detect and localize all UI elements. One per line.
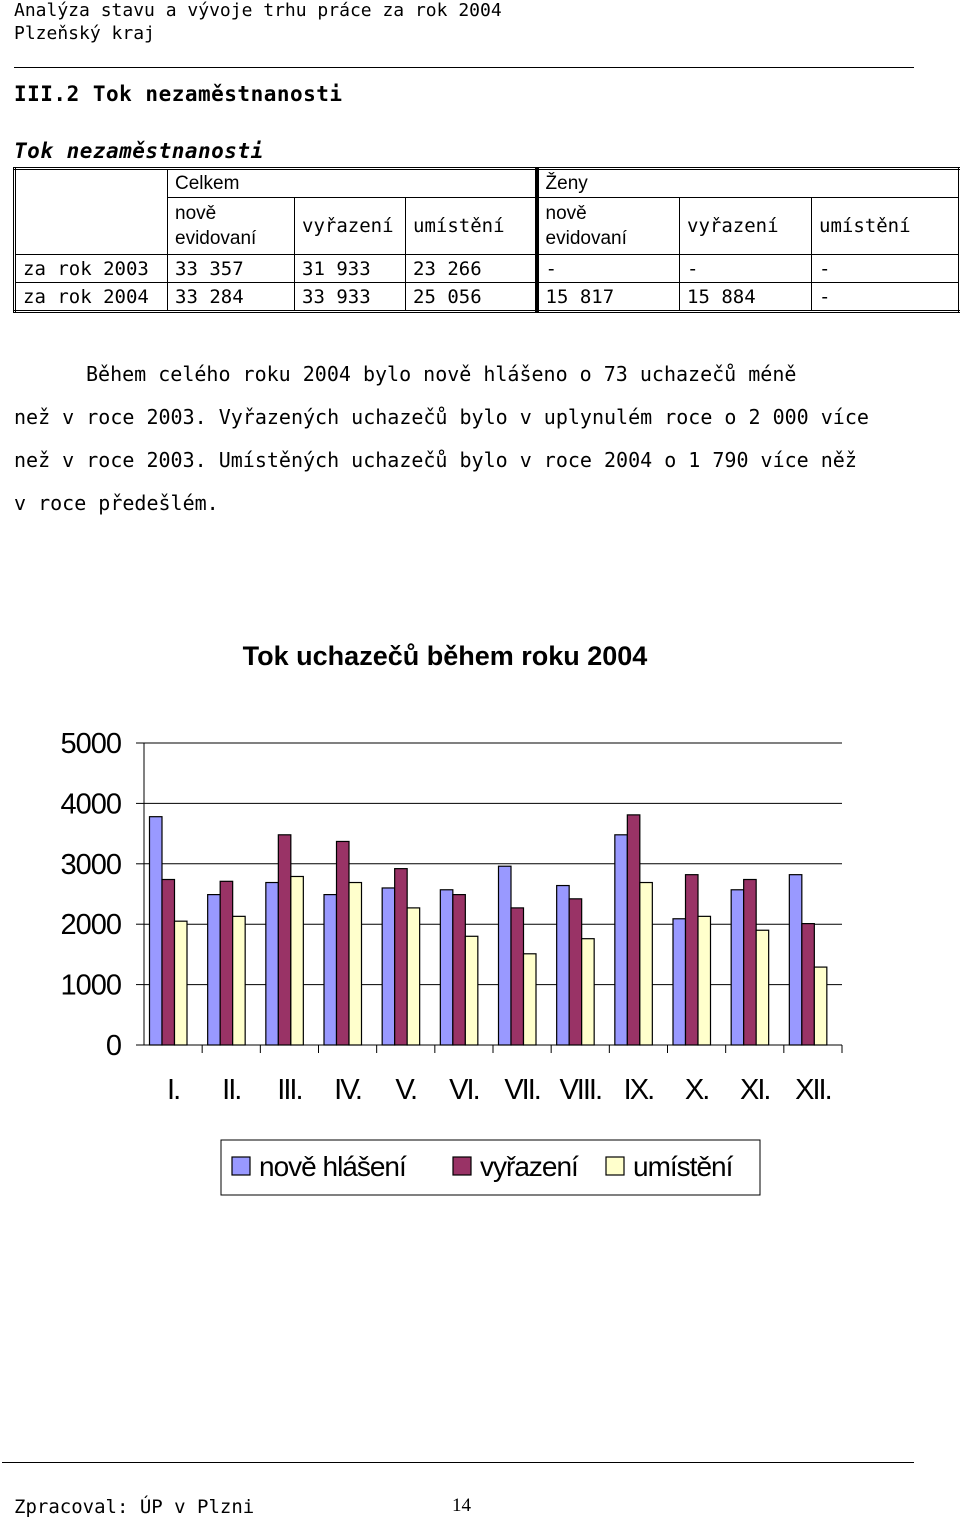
table-cell: - bbox=[812, 255, 960, 283]
group-header-women: Ženy bbox=[537, 169, 960, 198]
bar-nově-hlášení-VIII bbox=[557, 886, 570, 1045]
bar-umístění-II bbox=[233, 916, 246, 1045]
legend-label: vyřazení bbox=[480, 1151, 578, 1182]
legend-label: nově hlášení bbox=[259, 1151, 406, 1182]
footer-rule bbox=[2, 1462, 914, 1463]
bar-vyřazení-XI bbox=[744, 880, 757, 1045]
bar-umístění-XII bbox=[814, 967, 827, 1045]
x-tick-label: III. bbox=[277, 1074, 302, 1106]
bar-vyřazení-VII bbox=[511, 908, 524, 1045]
paragraph-line-3: než v roce 2003. Umístěných uchazečů bylo v roce 2004 o 1 790 více něž bbox=[14, 448, 857, 472]
table-cell: 33 357 bbox=[168, 255, 295, 283]
x-tick-label: II. bbox=[222, 1074, 241, 1106]
y-tick-label: 5000 bbox=[60, 728, 121, 760]
bar-nově-hlášení-XII bbox=[789, 875, 802, 1045]
page-number: 14 bbox=[452, 1495, 471, 1516]
table-cell: 25 056 bbox=[406, 283, 537, 312]
legend-swatch bbox=[453, 1157, 471, 1175]
bar-vyřazení-VIII bbox=[569, 899, 582, 1045]
table-cell: 15 817 bbox=[537, 283, 680, 312]
table-row bbox=[15, 283, 960, 312]
footer-prepared-by: Zpracoval: ÚP v Plzni bbox=[14, 1496, 255, 1518]
x-tick-label: I. bbox=[167, 1074, 180, 1106]
y-tick-label: 0 bbox=[105, 1030, 121, 1062]
bar-nově-hlášení-VI bbox=[440, 890, 453, 1045]
col-header-new-line2: evidovaní bbox=[175, 228, 257, 249]
table-corner-cell bbox=[15, 169, 168, 255]
legend-swatch bbox=[232, 1157, 250, 1175]
table-cell: - bbox=[680, 255, 812, 283]
table-group-header-row bbox=[15, 169, 960, 198]
bar-nově-hlášení-I bbox=[150, 817, 163, 1045]
bar-umístění-IV bbox=[349, 883, 362, 1045]
bar-nově-hlášení-X bbox=[673, 919, 686, 1045]
y-tick-label: 2000 bbox=[60, 909, 121, 942]
x-tick-label: XI. bbox=[740, 1074, 770, 1106]
unemployment-flow-table bbox=[13, 167, 960, 313]
table-cell: 15 884 bbox=[680, 283, 812, 312]
table-cell: 33 284 bbox=[168, 283, 295, 312]
bar-umístění-I bbox=[175, 921, 188, 1045]
col-header-removed-women: vyřazení bbox=[680, 198, 812, 255]
bar-vyřazení-IV bbox=[337, 841, 350, 1045]
table-cell: - bbox=[812, 283, 960, 312]
bar-umístění-XI bbox=[756, 930, 769, 1045]
y-tick-label: 1000 bbox=[60, 969, 121, 1002]
bar-umístění-V bbox=[407, 908, 420, 1045]
bar-umístění-IX bbox=[640, 883, 653, 1045]
bar-nově-hlášení-III bbox=[266, 883, 279, 1045]
group-header-total: Celkem bbox=[168, 169, 537, 198]
bar-nově-hlášení-V bbox=[382, 888, 395, 1045]
paragraph-line-2: než v roce 2003. Vyřazených uchazečů bylo v uplynulém roce o 2 000 více bbox=[14, 405, 869, 429]
y-tick-label: 4000 bbox=[60, 788, 121, 821]
row-label: za rok 2004 bbox=[15, 283, 168, 312]
col-header-placed-women: umístění bbox=[812, 198, 960, 255]
section-heading: III.2 Tok nezaměstnanosti bbox=[14, 82, 343, 106]
chart-title: Tok uchazečů během roku 2004 bbox=[242, 641, 648, 671]
bar-vyřazení-II bbox=[220, 881, 233, 1045]
bar-nově-hlášení-II bbox=[208, 895, 221, 1045]
y-tick-label: 3000 bbox=[60, 848, 121, 881]
bar-umístění-VI bbox=[465, 936, 478, 1045]
x-tick-label: IV. bbox=[334, 1074, 361, 1106]
header-rule bbox=[14, 67, 914, 68]
paragraph-line-1: Během celého roku 2004 bylo nově hlášeno o 73 uchazečů méně bbox=[86, 362, 797, 386]
x-tick-label: IX. bbox=[623, 1074, 654, 1106]
col-header-new-women-line2: evidovaní bbox=[545, 228, 627, 249]
bar-vyřazení-III bbox=[278, 835, 291, 1045]
x-tick-label: X. bbox=[684, 1074, 709, 1106]
x-tick-label: VIII. bbox=[559, 1074, 602, 1106]
col-header-removed-total: vyřazení bbox=[295, 198, 406, 255]
x-tick-label: V. bbox=[395, 1074, 417, 1106]
table-row bbox=[15, 255, 960, 283]
col-header-new-women-line1: nově bbox=[545, 203, 587, 224]
bar-vyřazení-V bbox=[395, 869, 408, 1045]
bar-umístění-VIII bbox=[582, 939, 595, 1045]
bar-vyřazení-XII bbox=[802, 924, 815, 1045]
col-header-new-women bbox=[537, 198, 680, 255]
document-header-region: Plzeňský kraj bbox=[14, 23, 155, 44]
col-header-placed-total: umístění bbox=[406, 198, 537, 255]
table-cell: 23 266 bbox=[406, 255, 537, 283]
table-cell: - bbox=[537, 255, 680, 283]
x-tick-label: VII. bbox=[504, 1074, 540, 1106]
bar-nově-hlášení-IV bbox=[324, 895, 337, 1045]
bar-umístění-VII bbox=[524, 954, 537, 1045]
bar-nově-hlášení-XI bbox=[731, 890, 744, 1045]
col-header-new-total bbox=[168, 198, 295, 255]
paragraph-line-4: v roce předešlém. bbox=[14, 491, 219, 515]
bar-vyřazení-I bbox=[162, 880, 175, 1045]
flow-bar-chart bbox=[0, 610, 960, 1230]
document-header-title: Analýza stavu a vývoje trhu práce za rok 2004 bbox=[14, 0, 502, 21]
bar-vyřazení-X bbox=[686, 875, 699, 1045]
row-label: za rok 2003 bbox=[15, 255, 168, 283]
table-cell: 33 933 bbox=[295, 283, 406, 312]
legend-label: umístění bbox=[633, 1151, 733, 1182]
bar-vyřazení-VI bbox=[453, 895, 466, 1045]
bar-umístění-III bbox=[291, 876, 304, 1045]
table-caption: Tok nezaměstnanosti bbox=[14, 139, 264, 163]
bar-nově-hlášení-VII bbox=[499, 866, 512, 1045]
bar-vyřazení-IX bbox=[627, 815, 640, 1045]
bar-nově-hlášení-IX bbox=[615, 835, 628, 1045]
table-cell: 31 933 bbox=[295, 255, 406, 283]
col-header-new-line1: nově bbox=[175, 203, 217, 224]
x-tick-label: XII. bbox=[795, 1074, 831, 1106]
x-tick-label: VI. bbox=[449, 1074, 479, 1106]
legend-swatch bbox=[606, 1157, 624, 1175]
bar-umístění-X bbox=[698, 916, 711, 1045]
